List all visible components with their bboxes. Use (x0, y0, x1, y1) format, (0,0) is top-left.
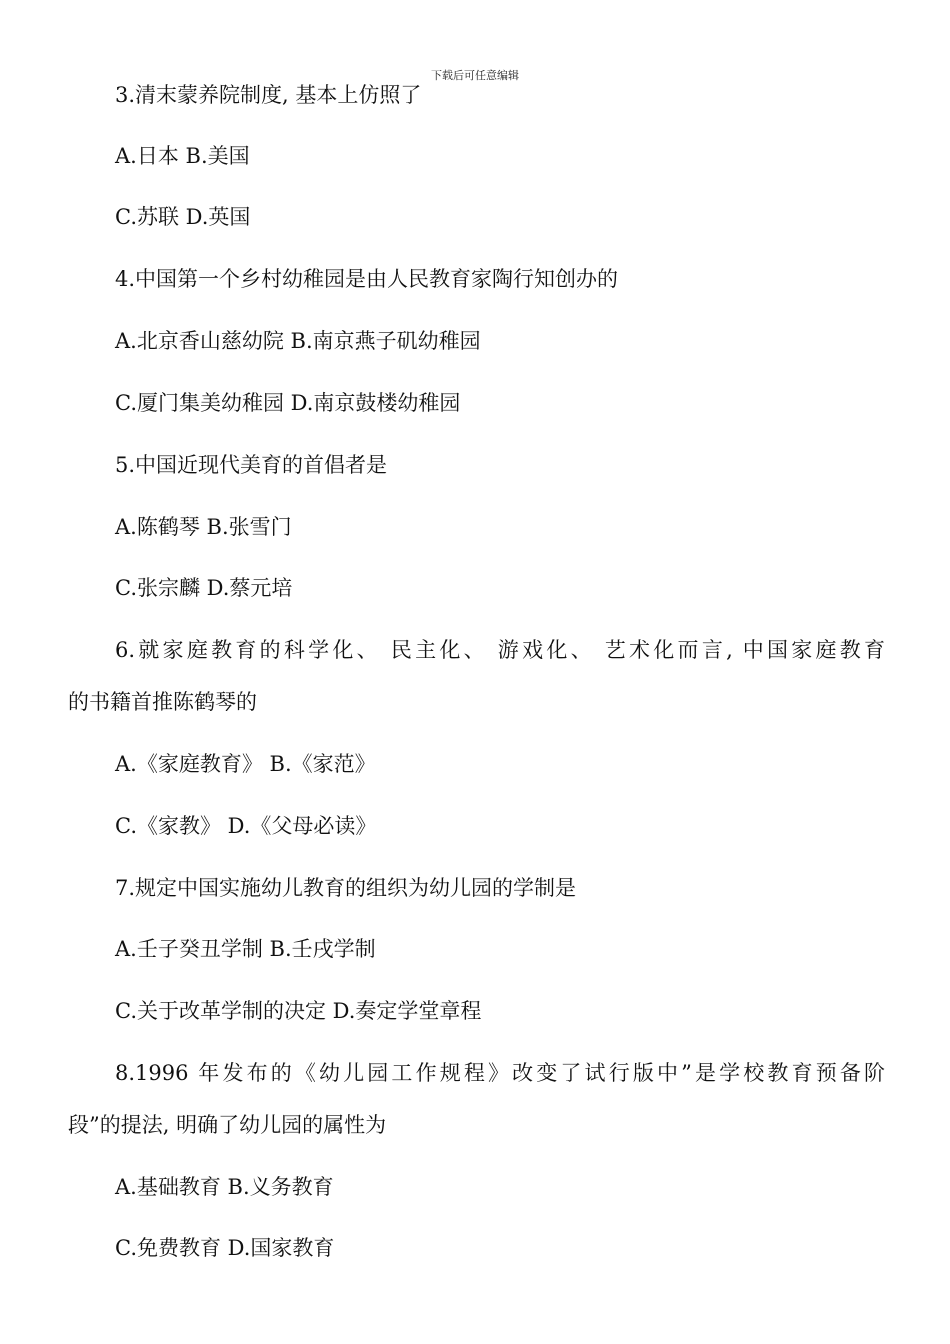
question-6-option-cd: C.《家教》 D.《父母必读》 (115, 814, 377, 838)
question-3-option-cd: C.苏联 D.英国 (115, 205, 251, 229)
question-6-stem-line-1: 6.就家庭教育的科学化、 民主化、 游戏化、 艺术化而言, 中国家庭教育 (115, 638, 885, 662)
question-7-option-cd: C.关于改革学制的决定 D.奏定学堂章程 (115, 999, 482, 1023)
header-note: 下载后可任意编辑 (431, 69, 519, 82)
question-5-option-cd: C.张宗麟 D.蔡元培 (115, 576, 293, 600)
question-8-option-ab: A.基础教育 B.义务教育 (115, 1175, 334, 1199)
question-6-stem-line-2: 的书籍首推陈鹤琴的 (68, 690, 257, 714)
question-4-option-cd: C.厦门集美幼稚园 D.南京鼓楼幼稚园 (115, 391, 461, 415)
question-8-stem-line-1: 8.1996 年发布的《幼儿园工作规程》改变了试行版中”是学校教育预备阶 (115, 1061, 885, 1085)
question-4-stem: 4.中国第一个乡村幼稚园是由人民教育家陶行知创办的 (115, 267, 619, 291)
question-6-option-ab: A.《家庭教育》 B.《家范》 (115, 752, 376, 776)
question-3-option-ab: A.日本 B.美国 (115, 144, 250, 168)
question-5-option-ab: A.陈鹤琴 B.张雪门 (115, 515, 292, 539)
question-7-option-ab: A.壬子癸丑学制 B.壬戌学制 (115, 937, 376, 961)
question-8-option-cd: C.免费教育 D.国家教育 (115, 1236, 335, 1260)
question-5-stem: 5.中国近现代美育的首倡者是 (115, 453, 388, 477)
question-7-stem: 7.规定中国实施幼儿教育的组织为幼儿园的学制是 (115, 876, 577, 900)
question-8-stem-line-2: 段”的提法, 明确了幼儿园的属性为 (68, 1113, 387, 1137)
question-4-option-ab: A.北京香山慈幼院 B.南京燕子矶幼稚园 (115, 329, 481, 353)
question-3-stem: 3.清末蒙养院制度, 基本上仿照了 (115, 83, 422, 107)
